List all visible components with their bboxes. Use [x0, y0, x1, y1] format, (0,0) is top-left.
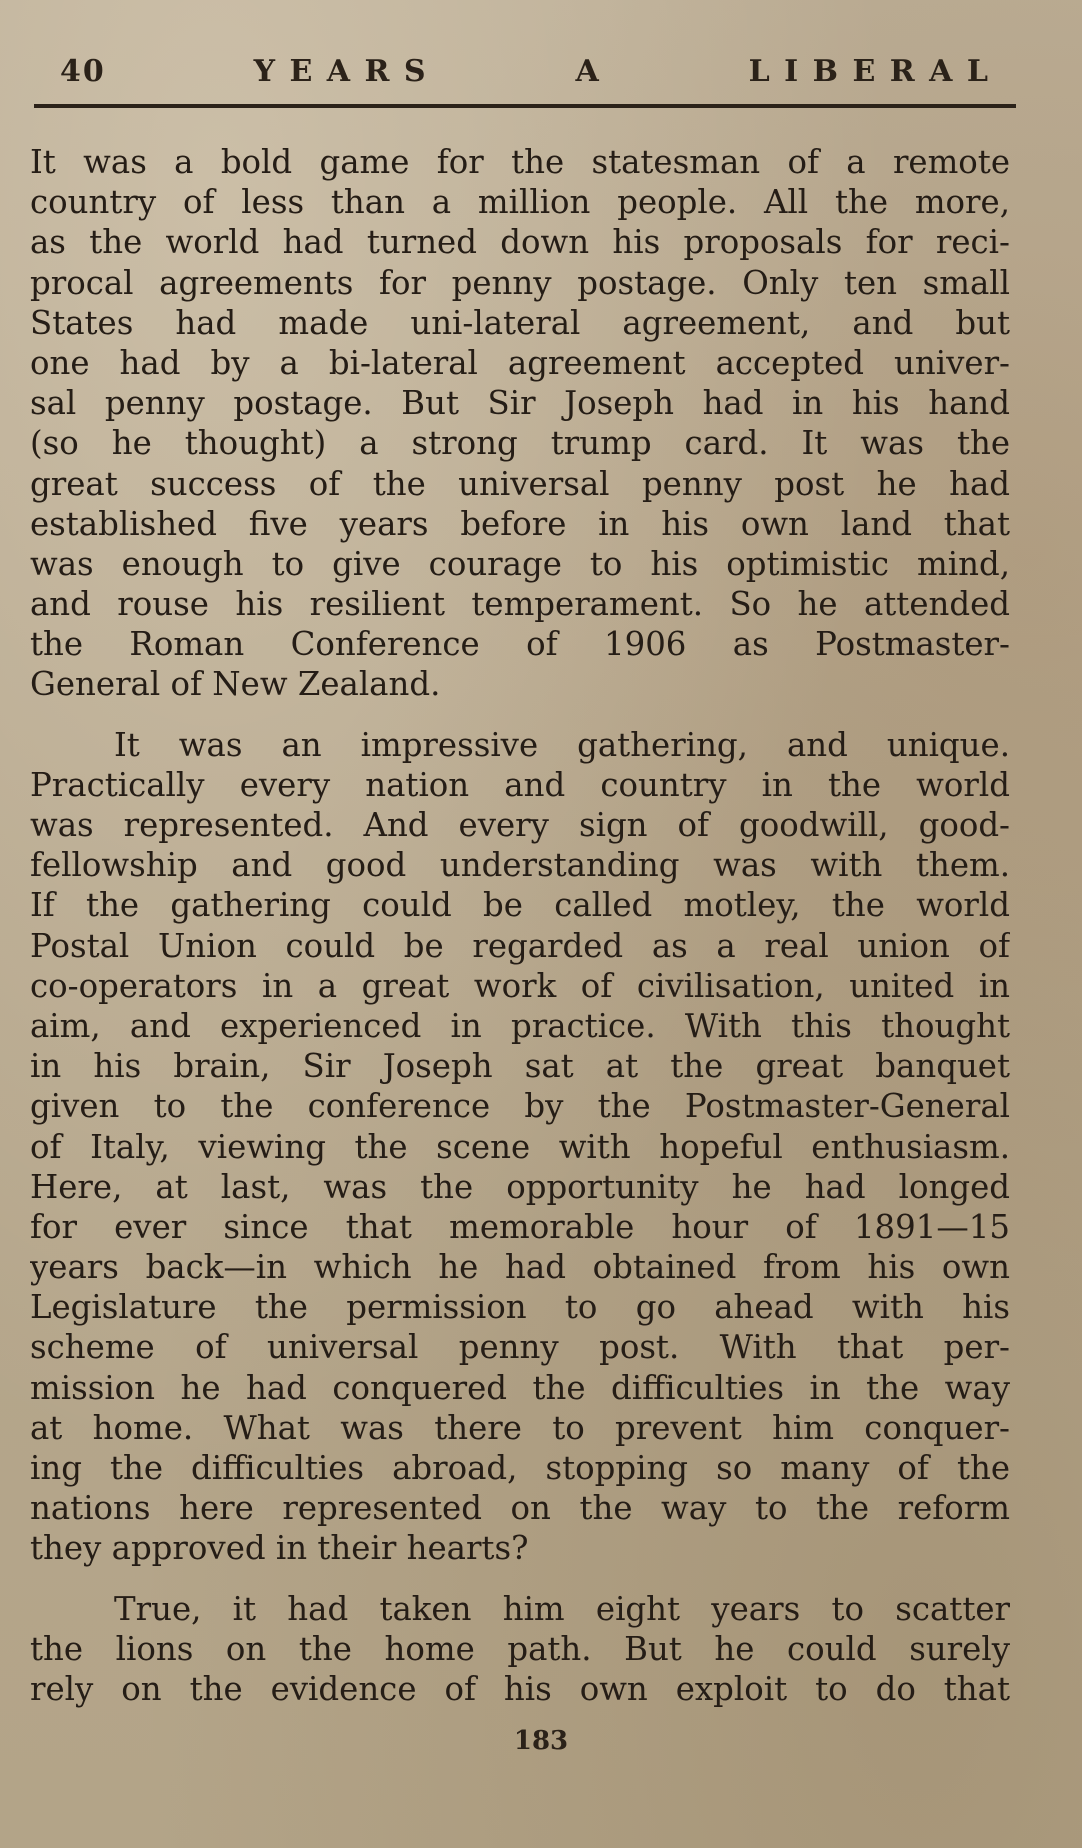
paragraph-1 [30, 142, 1010, 705]
text-line: of Italy, viewing the scene with hopeful enthusiasm. [30, 1127, 1010, 1166]
text-line: procal agreements for penny postage. Only ten small [30, 263, 1010, 302]
text-line: Postal Union could be regarded as a real union of [30, 926, 1010, 965]
page-number: 183 [513, 1726, 569, 1756]
text-line: they approved in their hearts? [30, 1529, 529, 1568]
text-line: ing the difficulties abroad, stopping so many of the [30, 1449, 1010, 1487]
text-line: aim, and experienced in practice. With this thought [30, 1006, 1010, 1045]
text-line: was represented. And every sign of goodwill, good- [30, 806, 1010, 844]
text-line: great success of the universal penny post he had [30, 464, 1010, 503]
paragraph-3 [30, 1589, 1010, 1710]
body-text [30, 142, 1010, 1709]
text-line: for ever since that memorable hour of 1891—15 [30, 1207, 1010, 1246]
text-line: established five years before in his own land that [30, 504, 1010, 543]
text-line: Practically every nation and country in the world [30, 765, 1010, 804]
text-line: one had by a bi-lateral agreement accepted univer- [30, 343, 1010, 382]
running-head-word-2: A [575, 54, 601, 89]
text-line: mission he had conquered the difficulties in the way [30, 1368, 1010, 1407]
text-line: given to the conference by the Postmaster-General [30, 1087, 1010, 1126]
text-line: in his brain, Sir Joseph sat at the great banquet [30, 1047, 1010, 1086]
text-line: If the gathering could be called motley, the world [30, 886, 1010, 925]
text-line: Here, at last, was the opportunity he had longed [30, 1167, 1010, 1206]
running-head-word-1: Y E A R S [253, 54, 428, 89]
running-head [60, 54, 990, 89]
text-line: and rouse his resilient temperament. So he attended [30, 585, 1010, 624]
paragraph-gap [30, 1569, 1010, 1589]
paragraph-2 [30, 725, 1010, 1569]
text-line: was enough to give courage to his optimistic mind, [30, 544, 1010, 583]
header-rule [34, 104, 1016, 108]
text-line: country of less than a million people. All the more, [30, 183, 1010, 222]
paragraph-gap [30, 705, 1010, 725]
text-line: years back—in which he had obtained from his own [30, 1248, 1010, 1287]
text-line: Legislature the permission to go ahead with his [30, 1288, 1010, 1327]
text-line: the lions on the home path. But he could surely [30, 1629, 1010, 1668]
text-line: nations here represented on the way to the reform [30, 1489, 1010, 1528]
text-line: sal penny postage. But Sir Joseph had in his hand [30, 384, 1010, 423]
running-head-page-label: 40 [60, 54, 106, 89]
running-head-word-3: L I B E R A L [748, 54, 990, 89]
text-line: the Roman Conference of 1906 as Postmaster- [30, 625, 1010, 664]
text-line: at home. What was there to prevent him conquer- [30, 1408, 1010, 1447]
text-line: True, it had taken him eight years to scatter [114, 1589, 1010, 1628]
text-line: as the world had turned down his proposals for reci- [30, 223, 1010, 262]
text-line: General of New Zealand. [30, 665, 441, 704]
text-line: scheme of universal penny post. With that per- [30, 1328, 1010, 1367]
text-line: co-operators in a great work of civilisation, united in [30, 966, 1010, 1005]
text-line: rely on the evidence of his own exploit to do that [30, 1669, 1010, 1708]
text-line: It was a bold game for the statesman of a remote [30, 143, 1010, 181]
text-line: States had made uni-lateral agreement, and but [30, 303, 1010, 342]
text-line: It was an impressive gathering, and unique. [114, 725, 1010, 764]
text-line: fellowship and good understanding was with them. [30, 846, 1010, 885]
text-line: (so he thought) a strong trump card. It was the [30, 424, 1010, 463]
